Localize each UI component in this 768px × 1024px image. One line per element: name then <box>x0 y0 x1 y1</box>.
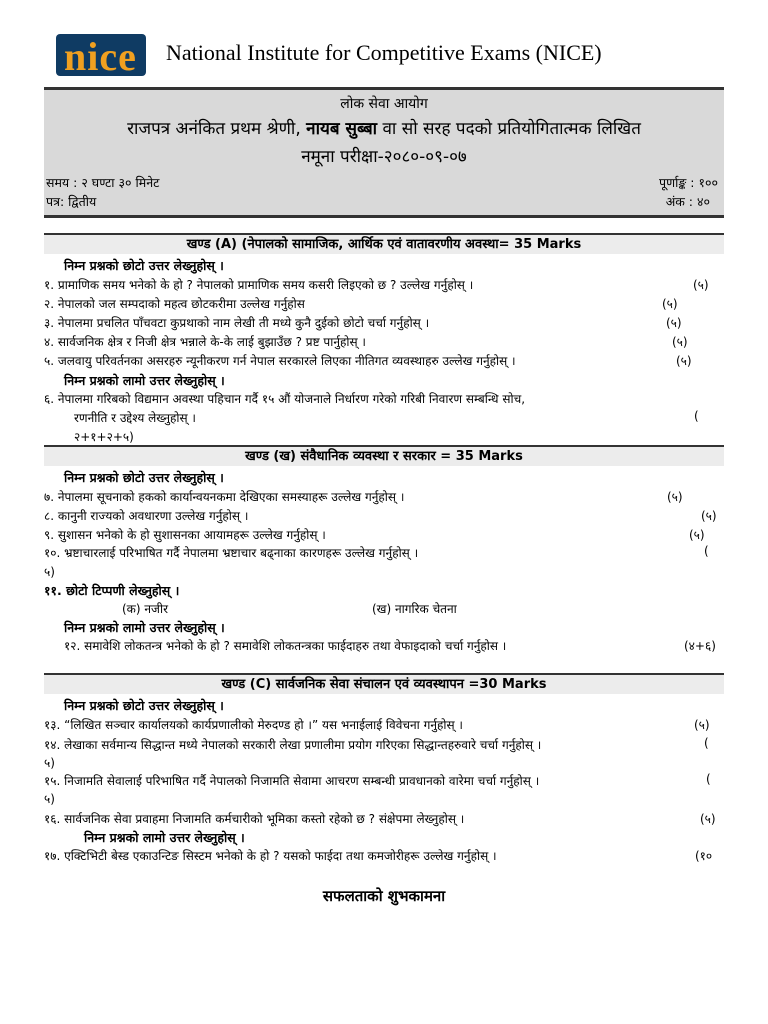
institute-name: National Institute for Competitive Exams (NICE) <box>166 40 602 65</box>
question-13: १३. “लिखित सञ्चार कार्यालयको कार्यप्रणालीको मेरुदण्ड हो ।” यस भनाईलाई विवेचना गर्नुहोस् । <box>44 718 463 732</box>
pass-marks: अंक : ४० <box>665 194 710 209</box>
question-14-marks-open: ( <box>704 736 709 750</box>
question-17-marks: (१० <box>695 849 713 863</box>
question-9: ९. सुशासन भनेको के हो सुशासनका आयामहरू उल्लेख गर्नुहोस् । <box>44 528 326 542</box>
commission-name: लोक सेवा आयोग <box>340 96 428 112</box>
question-5: ५. जलवायु परिवर्तनका असरहरु न्यूनीकरण गर्न नेपाल सरकारले लिएका नीतिगत व्यवस्थाहरु उल्लेख गर्नुहोस् । <box>44 354 516 368</box>
question-14-marks: ५) <box>44 756 55 770</box>
question-1-marks: (५) <box>693 278 709 292</box>
question-8-marks: (५) <box>701 509 717 523</box>
question-12-marks: (४+६) <box>684 639 716 653</box>
question-15: १५. निजामति सेवालाई परिभाषित गर्दै नेपालको निजामति सेवामा आचरण सम्बन्धी प्रावधानको वारेमा चर्चा गर्नुहोस् । <box>44 774 540 788</box>
section-c-heading: खण्ड (C) सार्वजनिक सेवा संचालन एवं व्यवस्थापन =30 Marks <box>44 673 724 694</box>
question-14: १४. लेखाका सर्वमान्य सिद्धान्त मध्ये नेपालको सरकारी लेखा प्रणालीमा प्रयोग गरिएका सिद्धान्तहरुवारे चर्चा गर्नुहोस् । <box>44 738 542 752</box>
question-3-marks: (५) <box>666 316 682 330</box>
short-answer-heading: निम्न प्रश्नको छोटो उत्तर लेख्नुहोस् । <box>64 470 224 485</box>
question-2: २. नेपालको जल सम्पदाको महत्व छोटकरीमा उल्लेख गर्नुहोस <box>44 297 305 311</box>
long-answer-heading: निम्न प्रश्नको लामो उत्तर लेख्नुहोस् । <box>64 373 225 388</box>
long-answer-heading: निम्न प्रश्नको लामो उत्तर लेख्नुहोस् । <box>64 620 225 635</box>
question-6-marks-open: ( <box>694 409 699 423</box>
question-8: ८. कानुनी राज्यको अवधारणा उल्लेख गर्नुहोस् । <box>44 509 249 523</box>
question-3: ३. नेपालमा प्रचलित पाँचवटा कुप्रथाको नाम लेखी ती मध्ये कुनै दुईको छोटो चर्चा गर्नुहोस् । <box>44 316 430 330</box>
exam-title-pre: राजपत्र अनंकित प्रथम श्रेणी, <box>127 119 307 139</box>
question-4-marks: (५) <box>672 335 688 349</box>
section-b-heading: खण्ड (ख) संवैधानिक व्यवस्था र सरकार = 35 Marks <box>44 445 724 466</box>
nice-logo <box>56 34 146 79</box>
long-answer-heading: निम्न प्रश्नको लामो उत्तर लेख्नुहोस् । <box>84 830 245 845</box>
exam-time: समय : २ घण्टा ३० मिनेट <box>46 175 160 190</box>
question-7: ७. नेपालमा सूचनाको हकको कार्यान्वयनकमा देखिएका समस्याहरू उल्लेख गर्नुहोस् । <box>44 490 405 504</box>
question-16: १६. सार्वजनिक सेवा प्रवाहमा निजामति कर्मचारीको भूमिका कस्तो रहेको छ ? संक्षेपमा लेख्नुहोस् । <box>44 812 465 826</box>
section-a-heading: खण्ड (A) (नेपालको सामाजिक, आर्थिक एवं वातावरणीय अवस्था= 35 Marks <box>44 233 724 254</box>
question-15-marks: ५) <box>44 792 55 806</box>
short-note-b: (ख) नागरिक चेतना <box>372 602 457 616</box>
short-answer-heading: निम्न प्रश्नको छोटो उत्तर लेख्नुहोस् । <box>64 258 224 273</box>
exam-post-name: नायब सुब्बा <box>306 119 378 139</box>
question-10-marks-open: ( <box>704 544 709 558</box>
short-answer-heading: निम्न प्रश्नको छोटो उत्तर लेख्नुहोस् । <box>64 698 224 713</box>
logo-text: nice <box>64 34 137 79</box>
question-6-marks: २+१+२+५) <box>74 430 134 444</box>
question-17: १७. एक्टिभिटी बेस्ड एकाउन्टिङ सिस्टम भनेको के हो ? यसको फाईदा तथा कमजोरीहरू उल्लेख गर्नुहोस् । <box>44 849 497 863</box>
question-5-marks: (५) <box>676 354 692 368</box>
full-marks: पूर्णाङ्क : १०० <box>659 175 718 190</box>
question-2-marks: (५) <box>662 297 678 311</box>
short-note-a: (क) नजीर <box>122 602 168 616</box>
question-9-marks: (५) <box>689 528 705 542</box>
question-6: ६. नेपालमा गरिबको विद्यमान अवस्था पहिचान गर्दै १५ औं योजनाले निर्धारण गरेको गरिबी निवारण सम्बन्धि सोच, <box>44 392 526 406</box>
question-1: १. प्रामाणिक समय भनेको के हो ? नेपालको प्रामाणिक समय कसरी लिइएको छ ? उल्लेख गर्नुहोस् । <box>44 278 474 292</box>
exam-paper: पत्र: द्वितीय <box>46 194 97 209</box>
exam-title-post: वा सो सरह पदको प्रतियोगितात्मक लिखित <box>377 119 641 139</box>
exam-info-box <box>44 87 724 218</box>
question-4: ४. सार्वजनिक क्षेत्र र निजी क्षेत्र भन्नाले के-के लाई बुझाउँछ ? प्रष्ट पार्नुहोस् । <box>44 335 366 349</box>
question-15-marks-open: ( <box>706 772 711 786</box>
question-10-marks: ५) <box>44 565 55 579</box>
question-7-marks: (५) <box>667 490 683 504</box>
exam-date-line: नमूना परीक्षा-२०८०-०९-०७ <box>301 147 467 167</box>
question-13-marks: (५) <box>694 718 710 732</box>
question-16-marks: (५) <box>700 812 716 826</box>
short-note-heading: ११. छोटो टिप्पणी लेख्नुहोस् । <box>44 583 180 598</box>
question-10: १०. भ्रष्टाचारलाई परिभाषित गर्दै नेपालमा भ्रष्टाचार बढ्नाका कारणहरू उल्लेख गर्नुहोस् । <box>44 546 419 560</box>
closing-wishes: सफलताको शुभकामना <box>322 887 446 905</box>
question-6-cont: रणनीति र उद्देश्य लेख्नुहोस् । <box>74 411 196 425</box>
page-header <box>56 32 726 80</box>
exam-title-line <box>44 116 724 139</box>
question-12: १२. समावेशि लोकतन्त्र भनेको के हो ? समावेशि लोकतन्त्रका फाईदाहरु तथा वेफाइदाको चर्चा गर्नुहोस । <box>64 639 507 653</box>
